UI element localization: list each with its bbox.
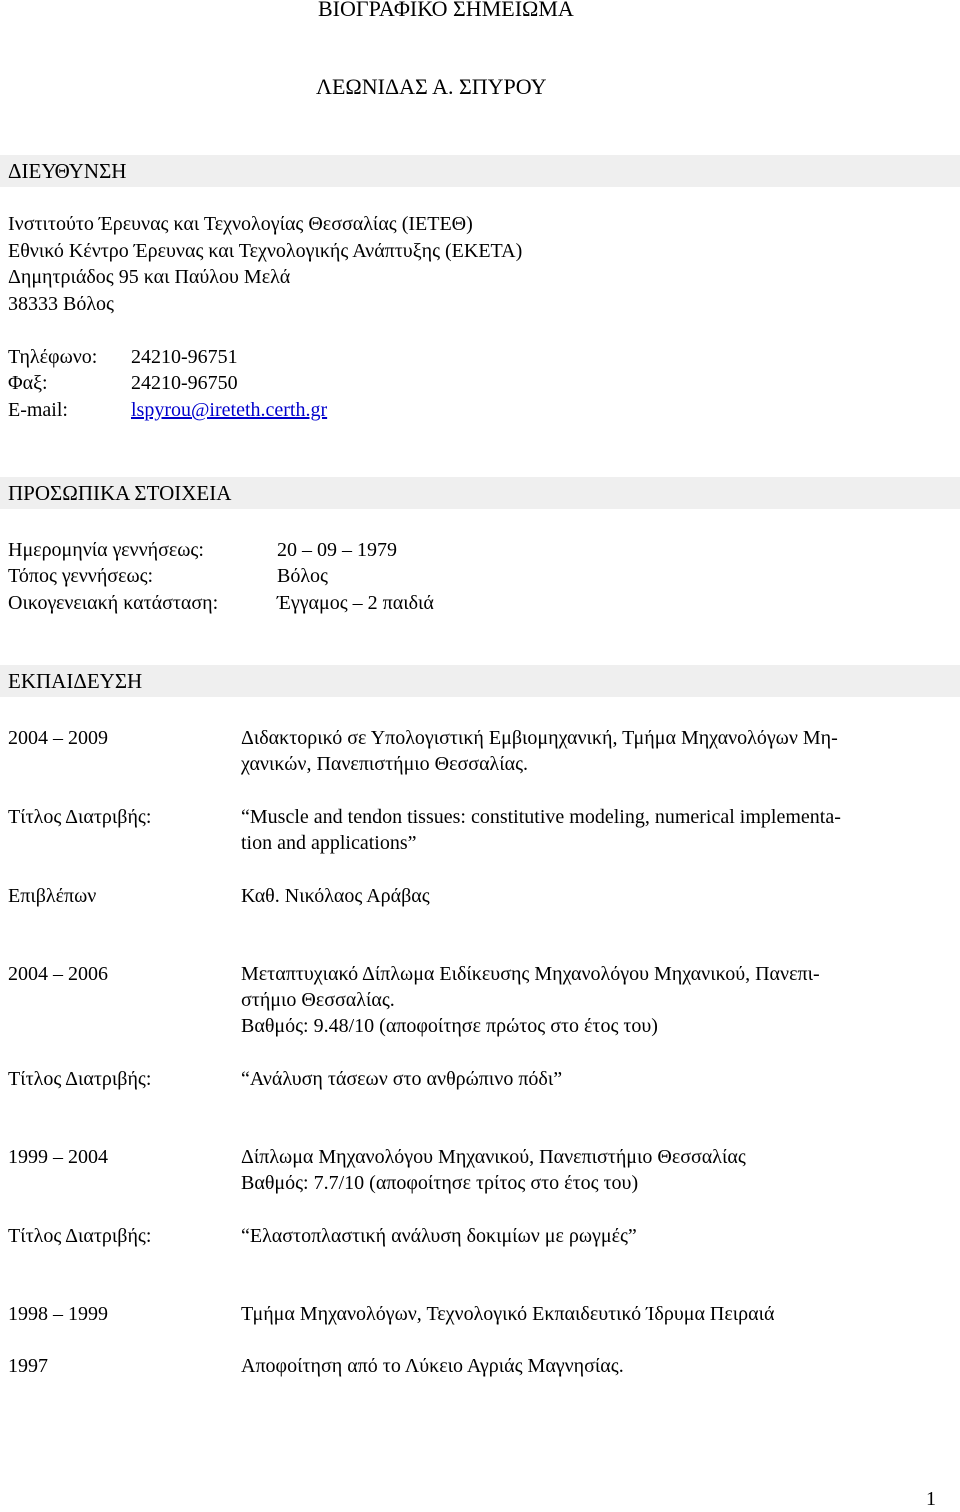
- fax-label: Φαξ:: [8, 372, 48, 394]
- address-line: Ινστιτούτο Έρευνας και Τεχνολογίας Θεσσαλίας (ΙΕΤΕΘ): [8, 213, 473, 235]
- address-line: Δημητριάδος 95 και Παύλου Μελά: [8, 266, 291, 288]
- phd-degree: Διδακτορικό σε Υπολογιστική Εμβιομηχανική, Τμήμα Μηχανολόγων Μη-: [241, 727, 838, 749]
- phd-supervisor-label: Επιβλέπων: [8, 885, 97, 907]
- phone-label: Τηλέφωνο:: [8, 346, 98, 368]
- school-years: 1997: [8, 1355, 48, 1377]
- tei-text: Τμήμα Μηχανολόγων, Τεχνολογικό Εκπαιδευτικό Ίδρυμα Πειραιά: [241, 1303, 775, 1325]
- msc-degree-cont: στήμιο Θεσσαλίας.: [241, 989, 395, 1011]
- address-line: Εθνικό Κέντρο Έρευνας και Τεχνολογικής Ανάπτυξης (ΕΚΕΤΑ): [8, 240, 523, 262]
- phd-thesis-title-cont: tion and applications”: [241, 832, 417, 854]
- birthdate-value: 20 – 09 – 1979: [277, 539, 397, 561]
- birthplace-value: Βόλος: [277, 565, 328, 587]
- phd-thesis-title: “Muscle and tendon tissues: constitutive modeling, numerical implementa-: [241, 806, 841, 828]
- msc-years: 2004 – 2006: [8, 963, 108, 985]
- email-label: E-mail:: [8, 399, 68, 421]
- diploma-thesis-title: “Ελαστοπλαστική ανάλυση δοκιμίων με ρωγμές”: [241, 1225, 637, 1247]
- school-text: Αποφοίτηση από το Λύκειο Αγριάς Μαγνησίας.: [241, 1355, 624, 1377]
- marital-status-value: Έγγαμος – 2 παιδιά: [277, 592, 434, 614]
- diploma-years: 1999 – 2004: [8, 1146, 108, 1168]
- address-heading-bar: [0, 155, 960, 187]
- msc-grade: Βαθμός: 9.48/10 (αποφοίτησε πρώτος στο έτος του): [241, 1015, 658, 1037]
- birthdate-label: Ημερομηνία γεννήσεως:: [8, 539, 204, 561]
- birthplace-label: Τόπος γεννήσεως:: [8, 565, 154, 587]
- document-title: ΒΙΟΓΡΑΦΙΚΟ ΣΗΜΕΙΩΜΑ: [318, 0, 574, 21]
- personal-heading: ΠΡΟΣΩΠΙΚΑ ΣΤΟΙΧΕΙΑ: [8, 481, 232, 505]
- person-name: ΛΕΩΝΙΔΑΣ Α. ΣΠΥΡΟΥ: [316, 74, 547, 99]
- fax-value: 24210-96750: [131, 372, 238, 394]
- phd-supervisor: Καθ. Νικόλαος Αράβας: [241, 885, 430, 907]
- address-line: 38333 Βόλος: [8, 293, 114, 315]
- education-heading-bar: [0, 665, 960, 697]
- marital-status-label: Οικογενειακή κατάσταση:: [8, 592, 219, 614]
- phd-years: 2004 – 2009: [8, 727, 108, 749]
- phd-degree-cont: χανικών, Πανεπιστήμιο Θεσσαλίας.: [241, 753, 529, 775]
- diploma-thesis-label: Τίτλος Διατριβής:: [8, 1225, 152, 1247]
- diploma-degree: Δίπλωμα Μηχανολόγου Μηχανικού, Πανεπιστήμιο Θεσσαλίας: [241, 1146, 746, 1168]
- msc-degree: Μεταπτυχιακό Δίπλωμα Ειδίκευσης Μηχανολόγου Μηχανικού, Πανεπι-: [241, 963, 820, 985]
- education-heading: ΕΚΠΑΙΔΕΥΣΗ: [8, 669, 143, 693]
- phd-thesis-label: Τίτλος Διατριβής:: [8, 806, 152, 828]
- diploma-grade: Βαθμός: 7.7/10 (αποφοίτησε τρίτος στο έτος του): [241, 1172, 639, 1194]
- msc-thesis-title: “Ανάλυση τάσεων στο ανθρώπινο πόδι”: [241, 1068, 563, 1090]
- address-heading: ΔΙΕΥΘΥΝΣΗ: [8, 159, 127, 183]
- page-number: 1: [926, 1488, 936, 1510]
- phone-value: 24210-96751: [131, 346, 238, 368]
- tei-years: 1998 – 1999: [8, 1303, 108, 1325]
- msc-thesis-label: Τίτλος Διατριβής:: [8, 1068, 152, 1090]
- email-link[interactable]: lspyrou@ireteth.certh.gr: [131, 399, 328, 421]
